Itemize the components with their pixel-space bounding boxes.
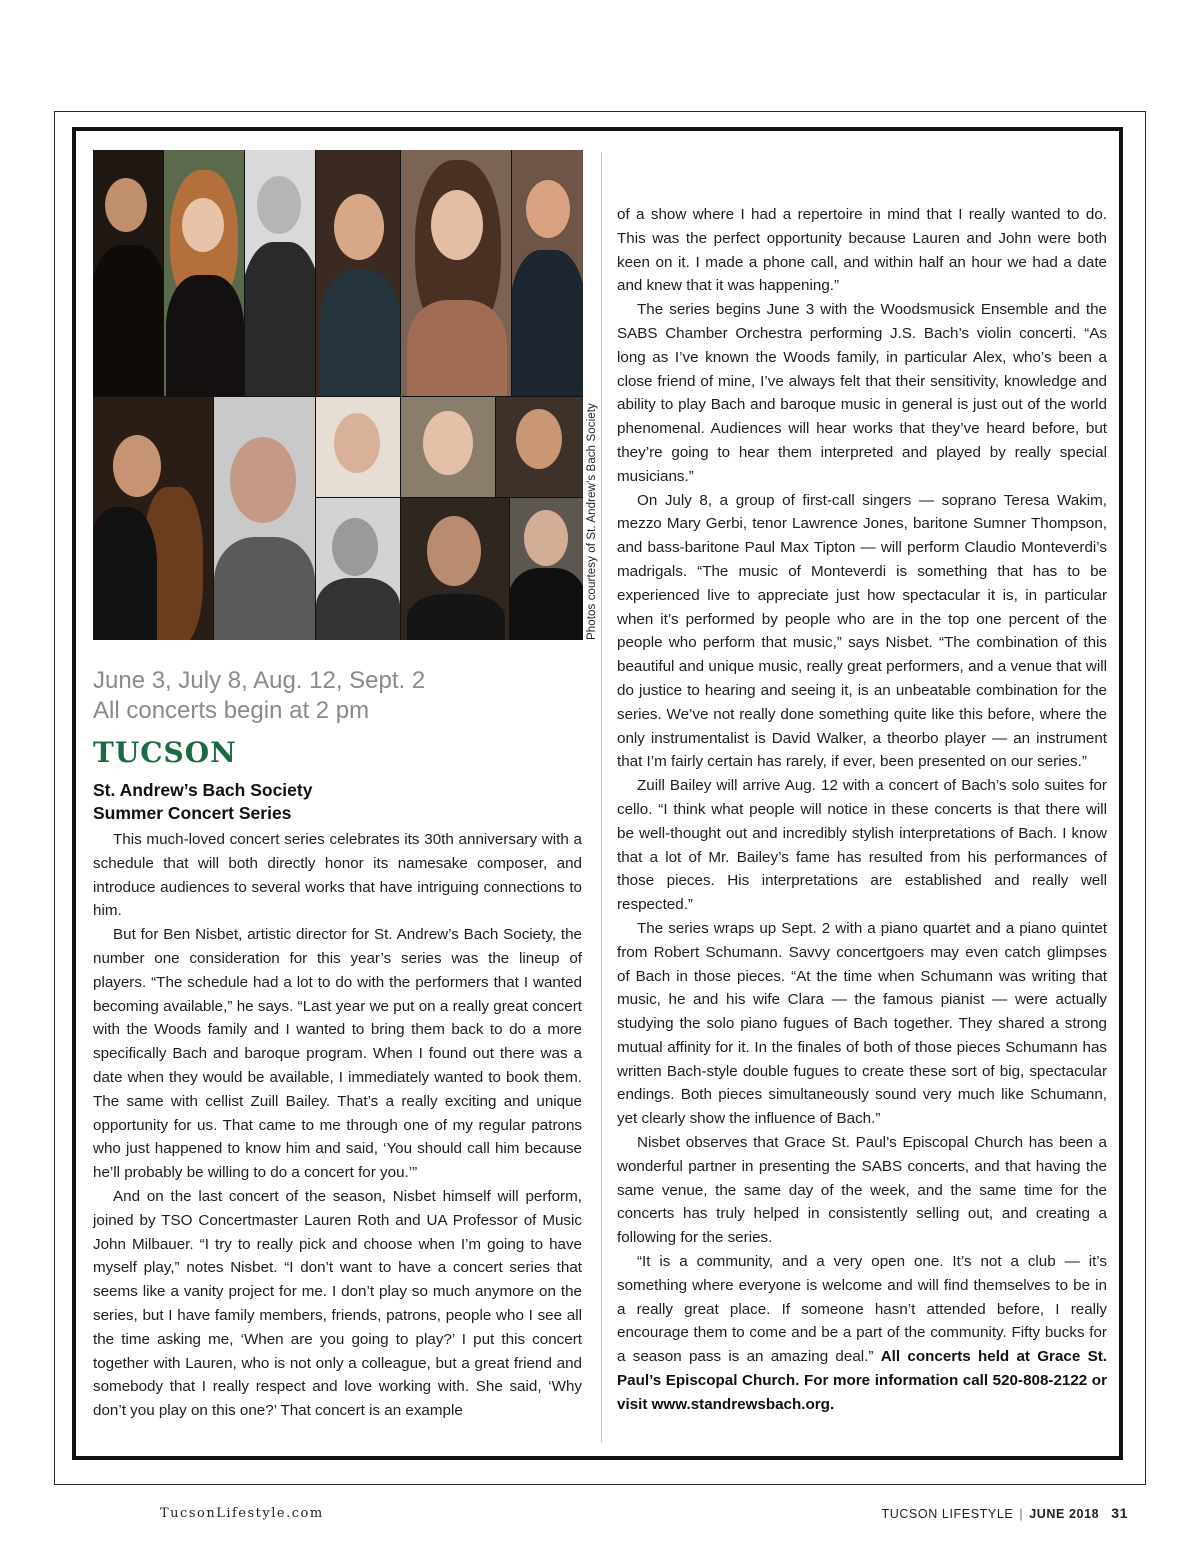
- body-paragraph: of a show where I had a repertoire in mind that I really wanted to do. This was the perfect opportunity because Lauren and John were both keen on it. I made a phone call, and within half an hour we had a date and knew that it was happening.”: [617, 206, 1107, 295]
- event-title: [93, 779, 573, 825]
- performer-photo: [512, 150, 583, 396]
- performer-photo: [496, 397, 583, 497]
- closing-quote: “It is a community, and a very open one. It’s not a club — it’s something where everyone is welcome and will find themselves to be in a really great place. If someone hasn’t attended before, I really encourage them to come and be a part of the community. Fifty bucks for a season pass is an amazing deal.”: [617, 1253, 1107, 1366]
- performer-photo: [316, 150, 400, 396]
- performer-photo: [245, 150, 315, 396]
- dates-line: June 3, July 8, Aug. 12, Sept. 2: [93, 667, 426, 694]
- time-line: All concerts begin at 2 pm: [93, 697, 370, 724]
- performer-photo: [316, 498, 400, 640]
- performer-photo: [164, 150, 244, 396]
- body-paragraph: On July 8, a group of first-call singers — soprano Teresa Wakim, mezzo Mary Gerbi, tenor Lawrence Jones, baritone Sumner Thompson, and bass-baritone Paul Max Tipton — will perform Claudio Monteverdi’s madrigals. “The music of Monteverdi is something that has to be experienced live to appreciate just how spectacular it is, in particular when it’s performed by people who are in the top one percent of the people who perform that music,” says Nisbet. “The combination of this beautiful and unique music, really great performers, and a venue that will do justice to hearing and seeing it, is an unbeatable combination for the series. We’ve not really done something quite like this before, where the only instrumentalist is David Walker, a theorbo player — an instrument that I’m fairly certain has rarely, if ever, been presented on our series.”: [617, 491, 1107, 771]
- right-column: [617, 203, 1107, 1417]
- column-divider: [601, 152, 602, 1442]
- closing-paragraph: [617, 1250, 1107, 1417]
- performer-photo: [93, 150, 163, 396]
- left-column: [93, 828, 582, 1423]
- event-info: All concerts held at Grace St. Paul’s Episcopal Church. For more information call 520-808-2122 or visit www.standrewsbach.org.: [617, 1348, 1107, 1413]
- body-paragraph: This much-loved concert series celebrates its 30th anniversary with a schedule that will both directly honor its namesake composer, and introduce audiences to several works that have intriguing connections to him.: [93, 831, 582, 920]
- performer-photo-collage: [93, 150, 583, 640]
- performer-photo: [510, 498, 583, 640]
- event-title-line: St. Andrew’s Bach Society: [93, 780, 313, 800]
- performer-photo: [401, 397, 495, 497]
- body-paragraph: The series begins June 3 with the Woodsmusick Ensemble and the SABS Chamber Orchestra performing J.S. Bach’s violin concerti. “As long as I’ve known the Woods family, in particular Alex, who’s been a close friend of mine, I’ve always felt that their sensitivity, knowledge and ability to play Bach and baroque music in general is just out of the world phenomenal. Audiences will hear works that they’ve heard before, but they’re going to hear them interpreted and played by really special musicians.”: [617, 301, 1107, 485]
- concert-dates: [93, 666, 593, 726]
- performer-photo: [93, 397, 213, 640]
- footer-separator: |: [1019, 1507, 1024, 1521]
- body-paragraph: The series wraps up Sept. 2 with a piano quartet and a piano quintet from Robert Schumann. Savvy concertgoers may even catch glimpses of Bach in those pieces. “At the time when Schumann was writing that music, he and his wife Clara — the famous pianist — were actually studying the solo piano fugues of Bach together. They shared a strong mutual affinity for it. In the finales of both of those pieces Schumann has written Bach-style double fugues to create these sort of big, spectacular endings. Both pieces simultaneously sound very much like Schumann, yet clearly show the influence of Bach.”: [617, 919, 1107, 1128]
- performer-photo: [316, 397, 400, 497]
- body-paragraph: But for Ben Nisbet, artistic director for St. Andrew’s Bach Society, the number one consideration for this year’s series was the lineup of players. “The schedule had a lot to do with the performers that I wanted becoming available,” he says. “Last year we put on a really great concert with the Woods family and I wanted to bring them back to do a more specifically Bach and baroque program. When I found out there was a date when they would be available, I immediately wanted to book them. The same with cellist Zuill Bailey. That’s a really exciting and unique opportunity for us. That came to me through one of my regular patrons who just happened to know him and said, ‘You should call him because he’ll probably be willing to do a concert for you.’”: [93, 926, 582, 1182]
- performer-photo: [401, 150, 511, 396]
- city-heading: TUCSON: [93, 736, 237, 769]
- footer-issue: JUNE 2018: [1029, 1507, 1100, 1521]
- performer-photo: [401, 498, 509, 640]
- footer-folio: [881, 1505, 1128, 1521]
- footer-magazine-name: TUCSON LIFESTYLE: [881, 1507, 1014, 1521]
- footer-website: TucsonLifestyle.com: [160, 1506, 324, 1521]
- body-paragraph: And on the last concert of the season, Nisbet himself will perform, joined by TSO Concertmaster Lauren Roth and UA Professor of Music John Milbauer. “I try to really pick and choose when I’m going to have myself play,” notes Nisbet. “I don’t want to have a concert series that seems like a vanity project for me. I don’t play so much anymore on the series, but I have family members, friends, patrons, people who I see all the time asking me, ‘When are you going to play?’ I put this concert together with Lauren, who is not only a colleague, but a great friend and somebody that I really respect and love working with. She said, ‘Why don’t you play on this one?’ That concert is an example: [93, 1187, 582, 1420]
- body-paragraph: Nisbet observes that Grace St. Paul’s Episcopal Church has been a wonderful partner in presenting the SABS concerts, and that having the same venue, the same day of the week, and the same time for the concerts has truly helped in consistently selling out, and creating a following for the series.: [617, 1134, 1107, 1247]
- photo-credit: Photos courtesy of St. Andrew’s Bach Society: [586, 403, 598, 640]
- event-title-line: Summer Concert Series: [93, 803, 292, 823]
- page-number: 31: [1111, 1505, 1128, 1521]
- body-paragraph: Zuill Bailey will arrive Aug. 12 with a concert of Bach’s solo suites for cello. “I think what people will notice in these concerts is that there will be well-thought out and incredibly stylish interpretations of Bach. I know that a lot of Mr. Bailey’s fame has resulted from his performances of those pieces. His interpretations are established and really well respected.”: [617, 777, 1107, 914]
- performer-photo: [214, 397, 315, 640]
